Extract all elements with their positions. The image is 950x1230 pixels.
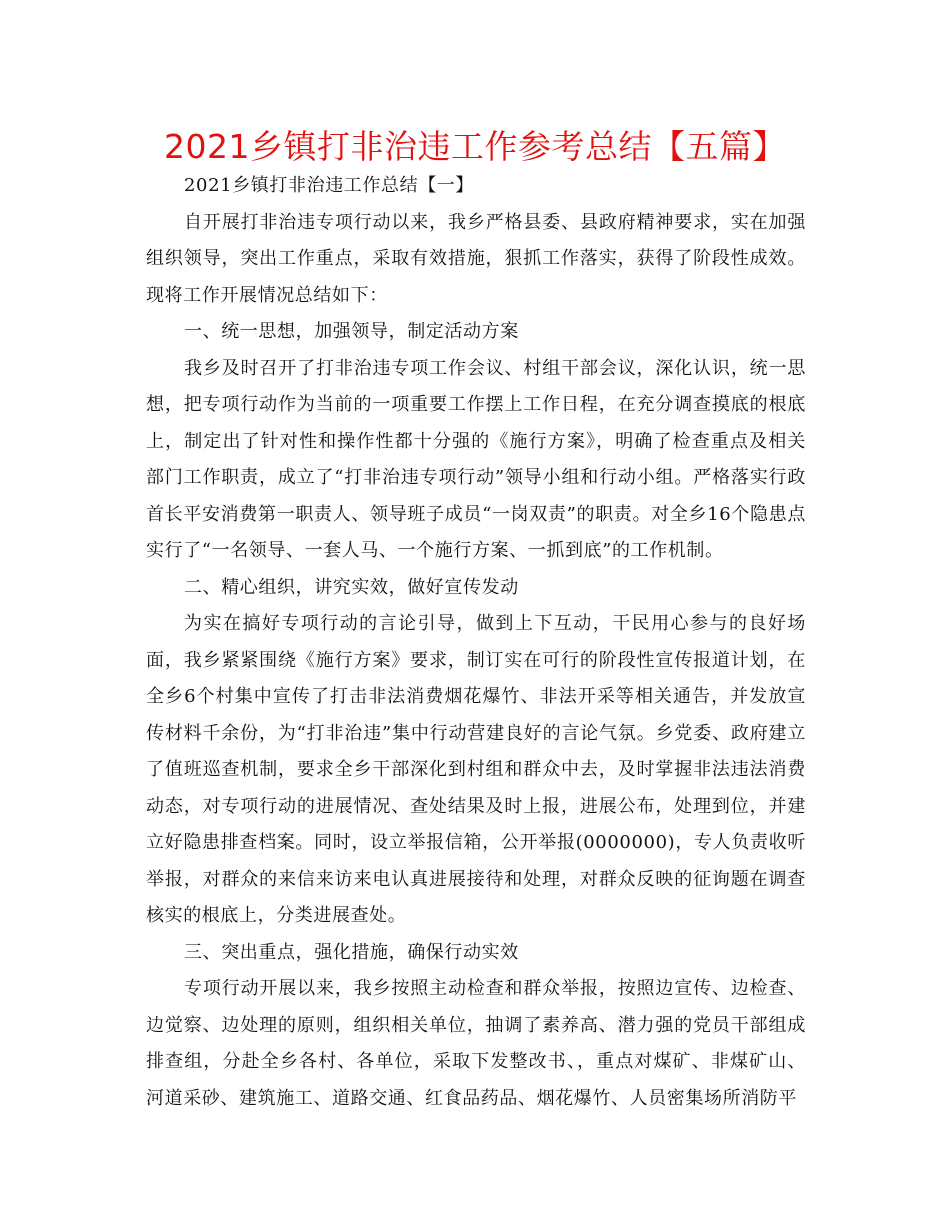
section-heading: 一、统一思想，加强领导，制定活动方案 — [184, 321, 519, 342]
section-heading: 三、突出重点，强化措施，确保行动实效 — [184, 941, 519, 963]
document-title: 2021乡镇打非治违工作参考总结【五篇】 — [164, 127, 786, 166]
intro-paragraph: 自开展打非治违专项行动以来，我乡严格县委、县政府精神要求，实在加强组织领导，突出工作重点，采取有效措施，狠抓工作落实，获得了阶段性成效。现将工作开展情况总结如下： — [146, 211, 806, 306]
body-paragraph: 为实在搞好专项行动的言论引导，做到上下互动，干民用心参与的良好场面，我乡紧紧围绕《施行方案》要求，制订实在可行的阶段性宣传报道计划，在全乡6个村集中宣传了打击非法消费烟花爆竹、非法开采等相关通告，并发放宣传材料千余份，为“打非治违”集中行动营建良好的言论气氛。乡党委、政府建立了值班巡查机制，要求全乡干部深化到村组和群众中去，及时掌握非法违法消费动态，对专项行动的进展情况、查处结果及时上报，进展公布，处理到位，并建立好隐患排查档案。同时，设立举报信箱，公开举报(0000000)，专人负责收听举报，对群众的来信来访来电认真进展接待和处理，对群众反映的征询题在调查核实的根底上，分类进展查处。 — [146, 613, 806, 926]
body-paragraph: 我乡及时召开了打非治违专项工作会议、村组干部会议，深化认识，统一思想，把专项行动作为当前的一项重要工作摆上工作日程，在充分调查摸底的根底上，制定出了针对性和操作性都十分强的《施行方案》，明确了检查重点及相关部门工作职责，成立了“打非治违专项行动”领导小组和行动小组。严格落实行政首长平安消费第一职责人、领导班子成员“一岗双责”的职责。对全乡16个隐患点实行了“一名领导、一套人马、一个施行方案、一抓到底”的工作机制。 — [146, 357, 806, 561]
body-paragraph: 专项行动开展以来，我乡按照主动检查和群众举报，按照边宣传、边检查、边觉察、边处理的原则，组织相关单位，抽调了素养高、潜力强的党员干部组成排查组，分赴全乡各村、各单位，采取下发整改书、，重点对煤矿、非煤矿山、河道采砂、建筑施工、道路交通、红食品药品、烟花爆竹、人员密集场所消防平 — [146, 978, 806, 1109]
document-body — [146, 168, 806, 1117]
section-heading: 二、精心组织，讲究实效，做好宣传发动 — [184, 576, 519, 598]
section-heading: 2021乡镇打非治违工作总结【一】 — [184, 175, 475, 196]
